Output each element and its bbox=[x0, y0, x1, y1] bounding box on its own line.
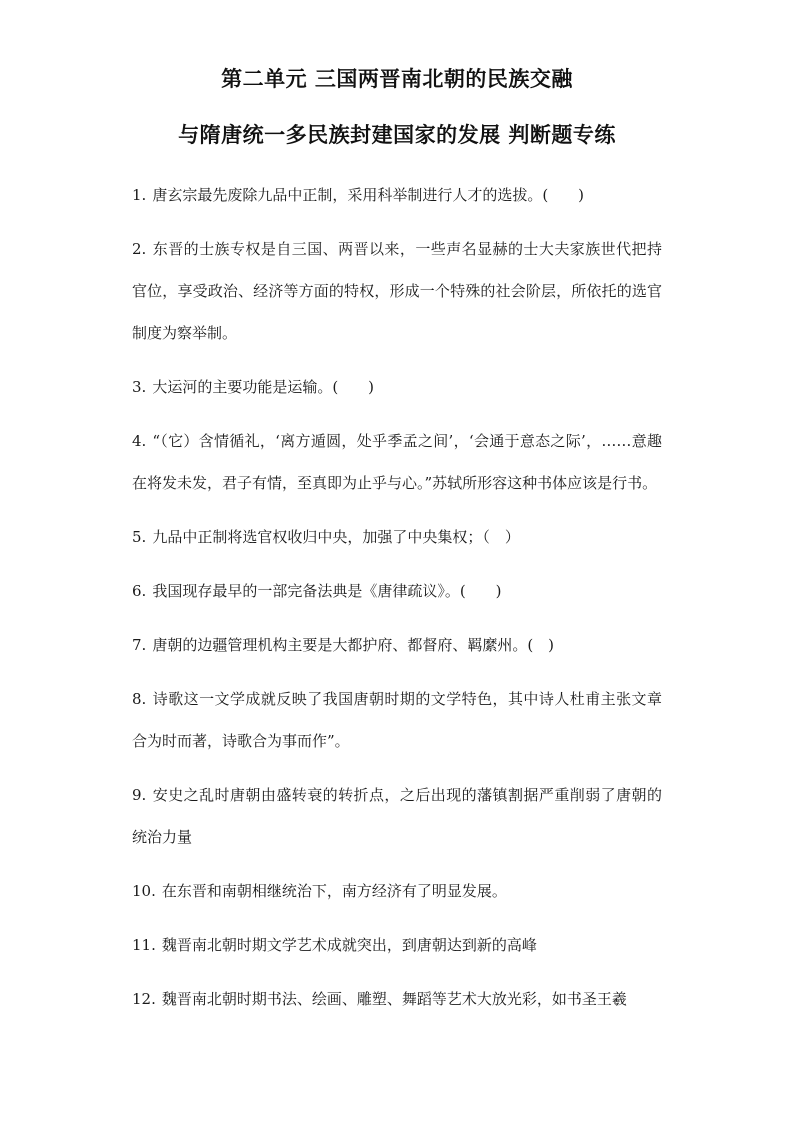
document-title-line-1: 第二单元 三国两晋南北朝的民族交融 bbox=[221, 66, 573, 91]
question-number: 11. bbox=[132, 936, 156, 954]
question-number: 12. bbox=[132, 990, 156, 1008]
question-number: 6. bbox=[132, 582, 147, 600]
question-number: 3. bbox=[132, 378, 147, 396]
question-1 bbox=[132, 174, 662, 216]
question-3 bbox=[132, 366, 662, 408]
question-text: 诗歌这一文学成就反映了我国唐朝时期的文学特色，其中诗人杜甫主张文章合为时而著，诗歌合为事而作”。 bbox=[132, 690, 662, 750]
question-text: 东晋的士族专权是自三国、两晋以来，一些声名显赫的士大夫家族世代把持官位，享受政治、经济等方面的特权，形成一个特殊的社会阶层，所依托的选官制度为察举制。 bbox=[132, 240, 662, 342]
question-text: 唐朝的边疆管理机构主要是大都护府、都督府、羁縻州。( ) bbox=[152, 636, 555, 654]
question-text: 九品中正制将选官权收归中央，加强了中央集权；（ ） bbox=[152, 528, 520, 546]
document-title-line-2: 与隋唐统一多民族封建国家的发展 判断题专练 bbox=[178, 122, 616, 147]
question-4 bbox=[132, 420, 662, 504]
question-12 bbox=[132, 978, 662, 1020]
question-number: 5. bbox=[132, 528, 147, 546]
question-number: 1. bbox=[132, 186, 147, 204]
question-text: 安史之乱时唐朝由盛转衰的转折点，之后出现的藩镇割据严重削弱了唐朝的统治力量 bbox=[132, 786, 662, 846]
question-text: 魏晋南北朝时期文学艺术成就突出，到唐朝达到新的高峰 bbox=[161, 936, 537, 954]
question-7 bbox=[132, 624, 662, 666]
question-9 bbox=[132, 774, 662, 858]
question-text: “（它）含情循礼，‘离方遁圆，处乎季孟之间’，‘会通于意态之际’，……意趣在将发未发，君子有情，至真即为止乎与心。”苏轼所形容这种书体应该是行书。 bbox=[132, 432, 662, 492]
question-2 bbox=[132, 228, 662, 354]
question-text: 在东晋和南朝相继统治下，南方经济有了明显发展。 bbox=[161, 882, 507, 900]
question-5 bbox=[132, 516, 662, 558]
question-10 bbox=[132, 870, 662, 912]
question-8 bbox=[132, 678, 662, 762]
question-text: 魏晋南北朝时期书法、绘画、雕塑、舞蹈等艺术大放光彩，如书圣王羲 bbox=[161, 990, 627, 1008]
question-number: 2. bbox=[132, 240, 147, 258]
question-number: 10. bbox=[132, 882, 156, 900]
question-number: 7. bbox=[132, 636, 147, 654]
question-text: 大运河的主要功能是运输。( ) bbox=[152, 378, 375, 396]
question-number: 9. bbox=[132, 786, 147, 804]
question-number: 4. bbox=[132, 432, 147, 450]
question-11 bbox=[132, 924, 662, 966]
question-text: 唐玄宗最先废除九品中正制，采用科举制进行人才的选拔。( ) bbox=[152, 186, 585, 204]
question-list bbox=[132, 174, 662, 1020]
question-number: 8. bbox=[132, 690, 147, 708]
question-6 bbox=[132, 570, 662, 612]
question-text: 我国现存最早的一部完备法典是《唐律疏议》。( ) bbox=[152, 582, 502, 600]
